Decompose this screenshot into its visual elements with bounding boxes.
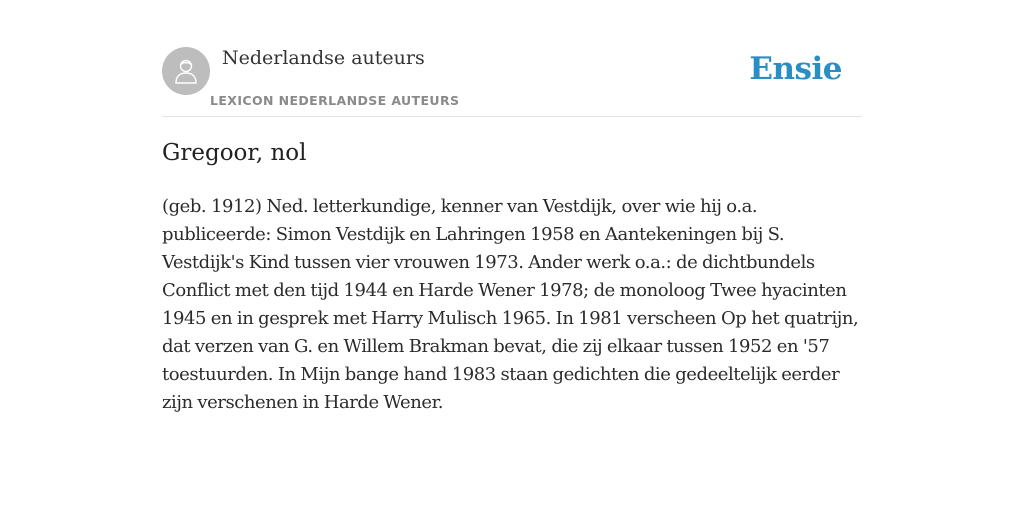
ensie-logo[interactable]: Ensie (749, 51, 842, 87)
user-icon (171, 56, 201, 86)
source-subtitle: LEXICON NEDERLANDSE AUTEURS (210, 93, 460, 108)
source-header (162, 46, 862, 117)
source-avatar[interactable] (162, 47, 210, 95)
source-name-link[interactable]: Nederlandse auteurs (222, 47, 425, 69)
entry-title: Gregoor, nol (162, 140, 307, 166)
entry-body: (geb. 1912) Ned. letterkundige, kenner van Vestdijk, over wie hij o.a. publiceerde: Simon Vestdijk en Lahringen 1958 en Aantekeningen bij S. Vestdijk's Kind tussen vier vrouwen 1973. Ander werk o.a.: de dichtbundels Conflict met den tijd 1944 en Harde Wener 1978; de monoloog Twee hyacinten 1945 en in gesprek met Harry Mulisch 1965. In 1981 verscheen Op het quatrijn, dat verzen van G. en Willem Brakman bevat, die zij elkaar tussen 1952 en '57 toestuurden. In Mijn bange hand 1983 staan gedichten die gedeeltelijk eerder zijn verschenen in Harde Wener. (162, 196, 859, 413)
